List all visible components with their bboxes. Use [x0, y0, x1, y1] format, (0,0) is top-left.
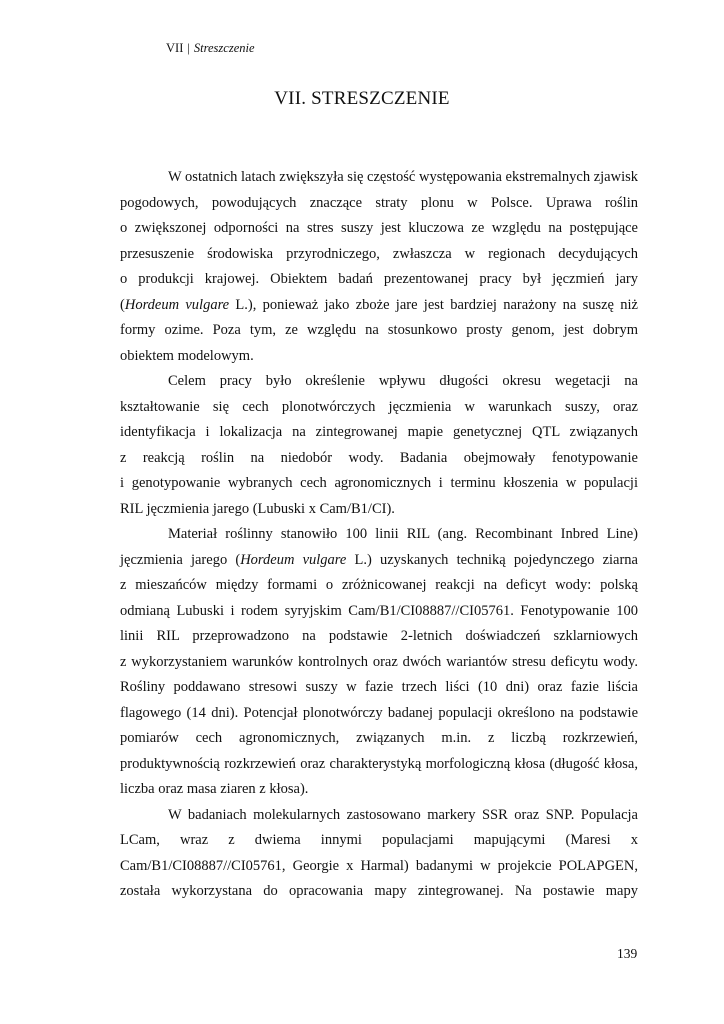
text-line: i genotypowanie wybranych cech agronomicznych i terminu kłoszenia w populacji — [120, 475, 638, 491]
text-line: pogodowych, powodujących znaczące straty plonu w Polsce. Uprawa roślin — [120, 194, 638, 211]
text-run: jęczmienia jarego ( — [120, 551, 241, 568]
text-run: L.) uzyskanych techniką pojedynczego ziarna — [346, 551, 638, 568]
text-line: RIL jęczmienia jarego (Lubuski x Cam/B1/CI). — [120, 500, 395, 517]
paragraph — [120, 522, 638, 803]
text-line: Cam/B1/CI08887//CI05761, Georgie x Harmal) badanymi w projekcie POLAPGEN, — [120, 857, 638, 874]
text-line: z wykorzystaniem warunków kontrolnych oraz dwóch wariantów stresu deficytu wody. — [120, 653, 638, 670]
text-line: LCam, wraz z dwiema innymi populacjami mapującymi (Maresi x — [120, 832, 638, 848]
running-header — [166, 41, 255, 56]
text-line: o produkcji krajowej. Obiektem badań prezentowanej pracy był jęczmień jary — [120, 271, 638, 287]
paragraph — [120, 369, 638, 522]
text-line: Celem pracy było określenie wpływu długości okresu wegetacji na — [168, 373, 638, 389]
text-line: produktywnością rozkrzewień oraz charakterystyką morfologiczną kłosa (długość kłosa, — [120, 755, 638, 772]
chapter-title: VII. STRESZCZENIE — [274, 88, 450, 109]
section-name: Streszczenie — [193, 41, 255, 55]
text-line: flagowego (14 dni). Potencjał plonotwórczy badanej populacji określono na podstawie — [120, 704, 638, 721]
text-line: linii RIL przeprowadzono na podstawie 2-letnich doświadczeń szklarniowych — [120, 628, 638, 644]
body-text — [120, 165, 638, 905]
header-separator: | — [187, 41, 190, 55]
text-line: kształtowanie się cech plonotwórczych jęczmienia w warunkach suszy, oraz — [120, 398, 638, 415]
text-line: o zwiększonej odporności na stres suszy jest kluczowa ze względu na postępujące — [120, 220, 638, 236]
text-line: z reakcją roślin na niedobór wody. Badania obejmowały fenotypowanie — [120, 449, 638, 466]
text-line: obiektem modelowym. — [120, 347, 254, 364]
paragraph — [120, 803, 638, 905]
text-line — [120, 548, 638, 574]
page-number: 139 — [617, 946, 638, 961]
text-line — [120, 293, 638, 319]
text-line: została wykorzystana do opracowania mapy zintegrowanej. Na postawie mapy — [120, 883, 638, 899]
text-line: liczba oraz masa ziaren z kłosa). — [120, 781, 309, 797]
chapter-number: VII — [166, 41, 184, 55]
paragraph — [120, 165, 638, 369]
text-line: pomiarów cech agronomicznych, związanych m.in. z liczbą rozkrzewień, — [120, 730, 638, 746]
text-line: W ostatnich latach zwiększyła się częstość występowania ekstremalnych zjawisk — [168, 169, 639, 185]
species-name: Hordeum vulgare — [240, 551, 347, 568]
text-line: Rośliny poddawano stresowi suszy w fazie trzech liści (10 dni) oraz fazie liścia — [120, 679, 638, 695]
text-line: identyfikacja i lokalizacja na zintegrowanej mapie genetycznej QTL związanych — [120, 424, 638, 440]
text-line: W badaniach molekularnych zastosowano markery SSR oraz SNP. Populacja — [168, 806, 638, 823]
text-line: formy ozime. Poza tym, ze względu na stosunkowo prosty genom, jest dobrym — [120, 322, 638, 338]
text-line: przesuszenie środowiska przyrodniczego, zwłaszcza w regionach decydujących — [120, 245, 638, 262]
text-line: Materiał roślinny stanowiło 100 linii RIL (ang. Recombinant Inbred Line) — [168, 526, 638, 542]
text-line: odmianą Lubuski i rodem syryjskim Cam/B1/CI08887//CI05761. Fenotypowanie 100 — [120, 602, 638, 619]
text-line: z mieszańców między formami o zróżnicowanej reakcji na deficyt wody: polską — [120, 577, 638, 593]
species-name: Hordeum vulgare — [124, 296, 230, 313]
text-run: ( — [120, 296, 125, 313]
text-run: L.), ponieważ jako zboże jare jest bardziej narażony na suszę niż — [229, 296, 638, 313]
